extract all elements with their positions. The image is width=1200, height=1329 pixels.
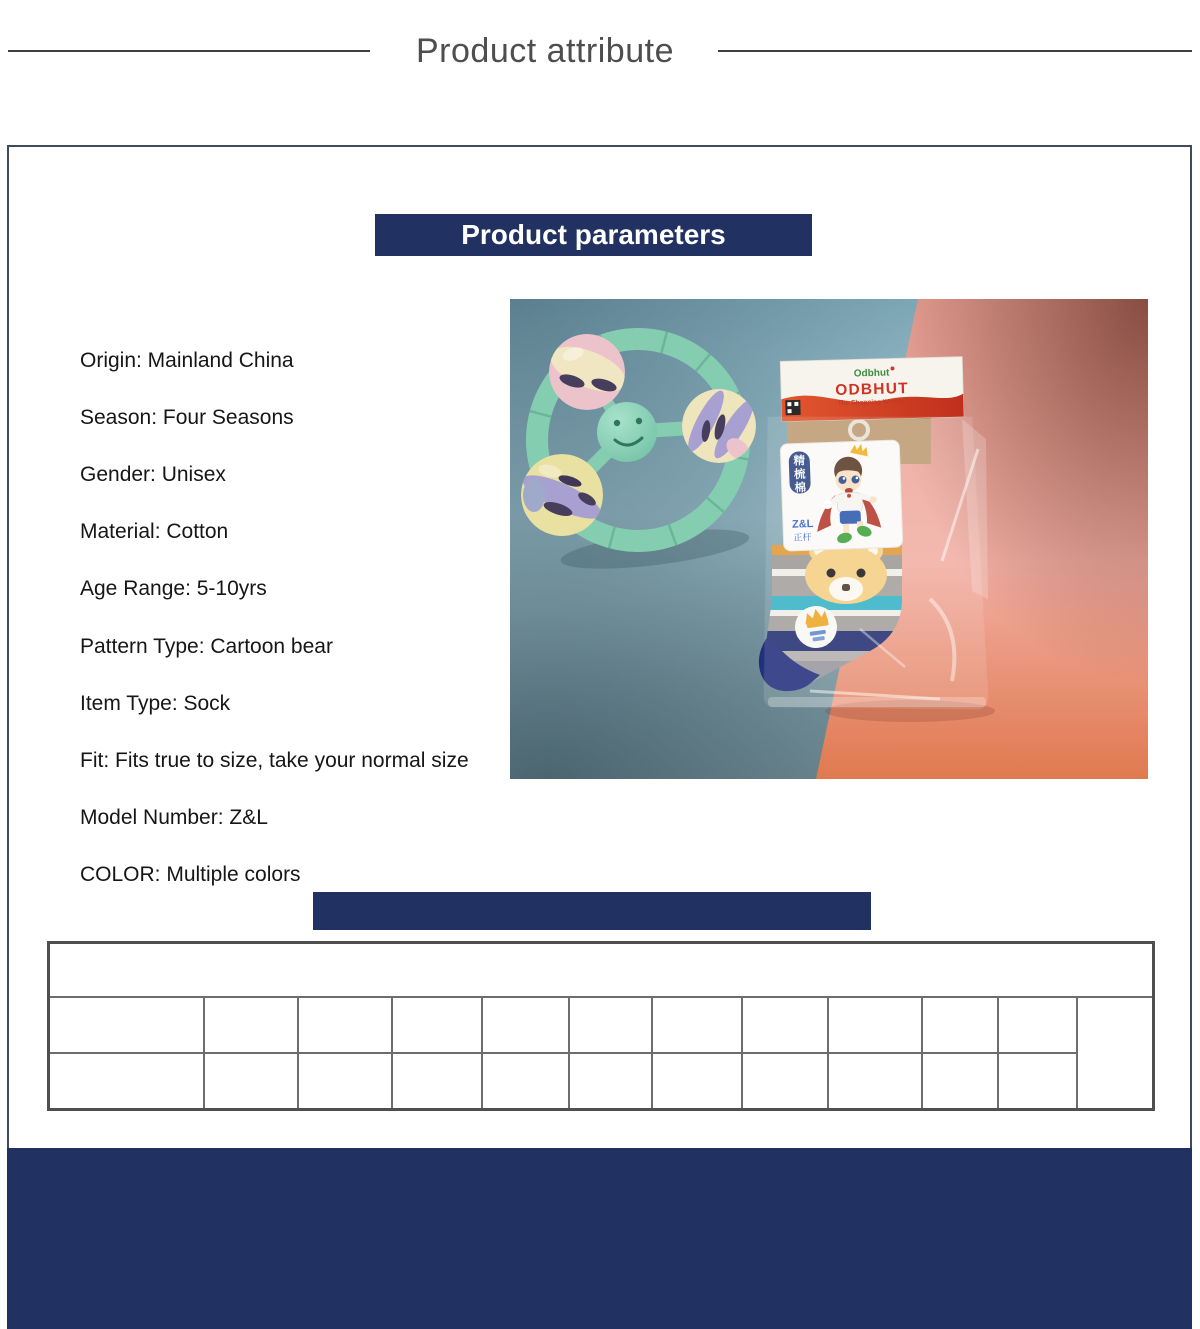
tag-vertical-char: 棉 — [794, 482, 807, 495]
table-header-row — [49, 943, 1154, 998]
table-cell — [482, 1053, 569, 1110]
footer-block — [7, 1148, 1192, 1329]
attribute-item: Age Range: 5-10yrs — [80, 577, 267, 601]
attribute-list — [80, 332, 469, 904]
title-rule-left — [8, 50, 370, 52]
attribute-item: Season: Four Seasons — [80, 405, 294, 429]
table-cell — [998, 997, 1077, 1053]
product-photo — [510, 299, 1148, 779]
divider-banner — [313, 892, 871, 930]
params-banner: Product parameters — [375, 214, 812, 256]
table-cell — [922, 1053, 998, 1110]
table-cell — [569, 1053, 652, 1110]
table-cell — [742, 997, 828, 1053]
page-title: Product attribute — [416, 31, 674, 70]
attribute-item: Gender: Unisex — [80, 462, 226, 486]
title-rule-right — [718, 50, 1192, 52]
table-cell — [204, 1053, 298, 1110]
attribute-item: Item Type: Sock — [80, 691, 231, 715]
tag-vertical-char: 梳 — [793, 468, 806, 482]
table-cell — [922, 997, 998, 1053]
table-cell — [652, 997, 742, 1053]
plastic-bag-overlay — [764, 417, 988, 709]
table-cell — [392, 1053, 482, 1110]
tag-model-text: Z&L — [791, 518, 814, 531]
attribute-item: COLOR: Multiple colors — [80, 863, 301, 887]
tag-vertical-char: 精 — [793, 455, 806, 468]
brand-logo-text: Odbhut — [853, 367, 890, 380]
table-cell — [652, 1053, 742, 1110]
tag-model-sub-text: 正杆 — [793, 532, 812, 543]
table-row — [49, 1053, 1154, 1110]
table-cell — [392, 997, 482, 1053]
table-cell — [998, 1053, 1077, 1110]
table-cell — [49, 997, 204, 1053]
table-cell — [828, 1053, 922, 1110]
table-row — [49, 997, 1154, 1053]
page-title-row — [8, 28, 1192, 74]
table-cell — [482, 997, 569, 1053]
brand-tagline-text: The Shopping Wonder — [837, 398, 908, 407]
table-cell — [742, 1053, 828, 1110]
brand-card — [780, 357, 964, 422]
sock-package-illustration — [759, 357, 995, 722]
table-cell — [828, 997, 922, 1053]
table-cell — [49, 943, 1154, 998]
attribute-item: Model Number: Z&L — [80, 806, 268, 830]
size-chart-table — [47, 941, 1155, 1111]
table-cell — [298, 1053, 392, 1110]
attribute-item: Fit: Fits true to size, take your normal size — [80, 748, 469, 772]
table-cell — [49, 1053, 204, 1110]
brand-name-text: ODBHUT — [835, 380, 909, 399]
table-cell — [1077, 997, 1154, 1110]
table-cell — [298, 997, 392, 1053]
attribute-item: Material: Cotton — [80, 520, 229, 544]
table-cell — [569, 997, 652, 1053]
attribute-item: Origin: Mainland China — [80, 348, 294, 372]
table-cell — [204, 997, 298, 1053]
attribute-item: Pattern Type: Cartoon bear — [80, 634, 333, 658]
